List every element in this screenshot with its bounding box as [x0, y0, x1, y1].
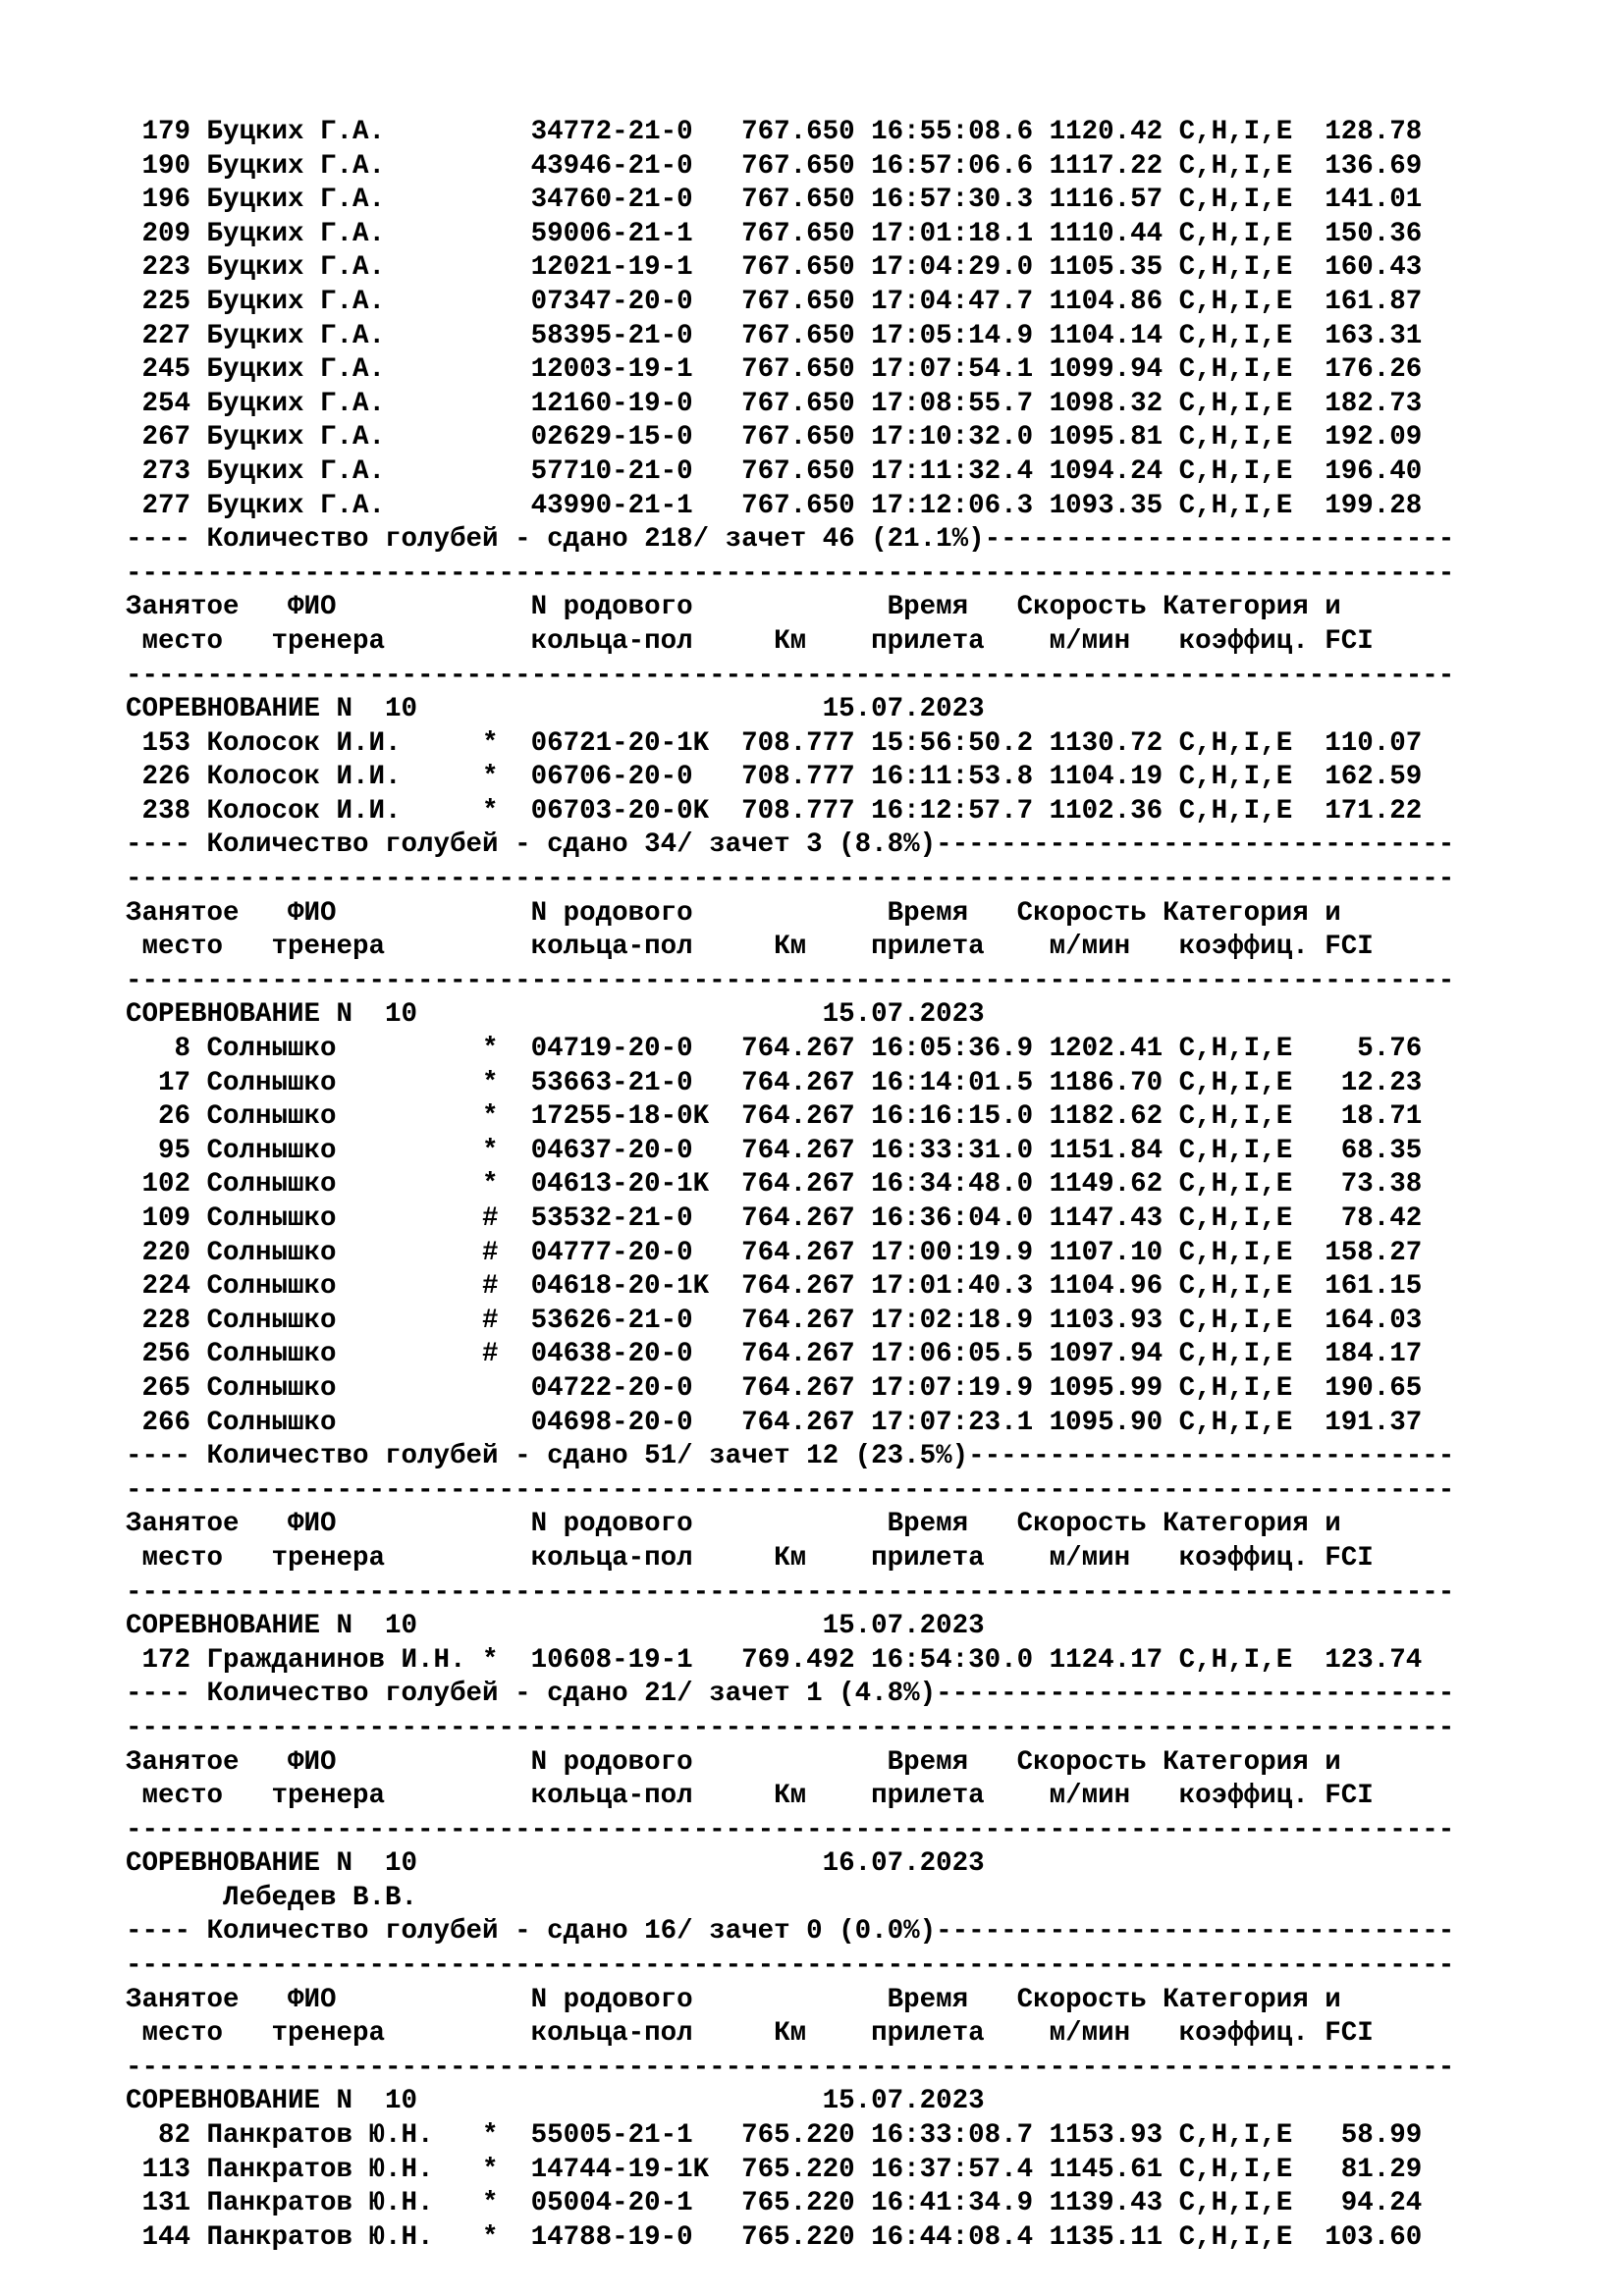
result-row: 172 Гражданинов И.Н. * 10608-19-1 769.492 16:54:30.0 1124.17 C,H,I,E 123.74 — [126, 1644, 1423, 1676]
competition-header: СОРЕВНОВАНИЕ N 10 16.07.2023 — [126, 1848, 985, 1880]
result-row: 254 Буцких Г.А. 12160-19-0 767.650 17:08:55.7 1098.32 C,H,I,E 182.73 — [126, 388, 1423, 419]
separator-line: ---------------------------------------------------------------------------------- — [126, 864, 1455, 895]
separator-line: ---------------------------------------------------------------------------------- — [126, 2052, 1455, 2083]
result-row: 223 Буцких Г.А. 12021-19-1 767.650 17:04:29.0 1105.35 C,H,I,E 160.43 — [126, 252, 1423, 284]
separator-line: ---------------------------------------------------------------------------------- — [126, 965, 1455, 996]
result-row: 245 Буцких Г.А. 12003-19-1 767.650 17:07:54.1 1099.94 C,H,I,E 176.26 — [126, 354, 1423, 386]
separator-line: ---------------------------------------------------------------------------------- — [126, 1474, 1455, 1506]
result-row: 228 Солнышко # 53626-21-0 764.267 17:02:18.9 1103.93 C,H,I,E 164.03 — [126, 1305, 1423, 1336]
section-summary: ---- Количество голубей - сдано 16/ зачет 0 (0.0%)-------------------------------- — [126, 1916, 1455, 1948]
separator-line: ---------------------------------------------------------------------------------- — [126, 1814, 1455, 1845]
column-header-line-2: место тренера кольца-пол Км прилета м/мин коэффиц. FCI — [126, 2018, 1374, 2050]
separator-line: ---------------------------------------------------------------------------------- — [126, 1950, 1455, 1982]
competition-header: СОРЕВНОВАНИЕ N 10 15.07.2023 — [126, 999, 985, 1031]
separator-line: ---------------------------------------------------------------------------------- — [126, 558, 1455, 589]
column-header-line-1: Занятое ФИО N родового Время Скорость Категория и — [126, 1984, 1341, 2015]
result-row: 224 Солнышко # 04618-20-1K 764.267 17:01:40.3 1104.96 C,H,I,E 161.15 — [126, 1271, 1423, 1303]
result-row: 277 Буцких Г.А. 43990-21-1 767.650 17:12:06.3 1093.35 C,H,I,E 199.28 — [126, 490, 1423, 521]
competition-header: СОРЕВНОВАНИЕ N 10 15.07.2023 — [126, 2086, 985, 2117]
result-row: 95 Солнышко * 04637-20-0 764.267 16:33:31.0 1151.84 C,H,I,E 68.35 — [126, 1135, 1423, 1166]
column-header-line-1: Занятое ФИО N родового Время Скорость Категория и — [126, 1746, 1341, 1778]
result-row: 109 Солнышко # 53532-21-0 764.267 16:36:04.0 1147.43 C,H,I,E 78.42 — [126, 1203, 1423, 1234]
column-header-line-1: Занятое ФИО N родового Время Скорость Категория и — [126, 897, 1341, 929]
result-row: 102 Солнышко * 04613-20-1K 764.267 16:34:48.0 1149.62 C,H,I,E 73.38 — [126, 1169, 1423, 1201]
separator-line: ---------------------------------------------------------------------------------- — [126, 1712, 1455, 1743]
result-row: 238 Колосок И.И. * 06703-20-0K 708.777 16:12:57.7 1102.36 C,H,I,E 171.22 — [126, 795, 1423, 827]
separator-line: ---------------------------------------------------------------------------------- — [126, 1576, 1455, 1608]
results-sheet — [126, 116, 1454, 2255]
result-row: 113 Панкратов Ю.Н. * 14744-19-1K 765.220 16:37:57.4 1145.61 C,H,I,E 81.29 — [126, 2154, 1423, 2185]
result-row: Лебедев В.В. — [126, 1882, 418, 1913]
column-header-line-2: место тренера кольца-пол Км прилета м/мин коэффиц. FCI — [126, 932, 1374, 963]
column-header-line-2: место тренера кольца-пол Км прилета м/мин коэффиц. FCI — [126, 1781, 1374, 1812]
column-header-line-1: Занятое ФИО N родового Время Скорость Категория и — [126, 592, 1341, 623]
result-row: 190 Буцких Г.А. 43946-21-0 767.650 16:57:06.6 1117.22 C,H,I,E 136.69 — [126, 150, 1423, 182]
result-row: 131 Панкратов Ю.Н. * 05004-20-1 765.220 16:41:34.9 1139.43 C,H,I,E 94.24 — [126, 2188, 1423, 2219]
column-header-line-2: место тренера кольца-пол Км прилета м/мин коэффиц. FCI — [126, 1542, 1374, 1574]
result-row: 265 Солнышко 04722-20-0 764.267 17:07:19.9 1095.99 C,H,I,E 190.65 — [126, 1372, 1423, 1404]
result-row: 179 Буцких Г.А. 34772-21-0 767.650 16:55:08.6 1120.42 C,H,I,E 128.78 — [126, 117, 1423, 147]
result-row: 267 Буцких Г.А. 02629-15-0 767.650 17:10:32.0 1095.81 C,H,I,E 192.09 — [126, 422, 1423, 454]
section-summary: ---- Количество голубей - сдано 51/ зачет 12 (23.5%)------------------------------ — [126, 1441, 1455, 1472]
competition-header: СОРЕВНОВАНИЕ N 10 15.07.2023 — [126, 1611, 985, 1642]
section-summary: ---- Количество голубей - сдано 21/ зачет 1 (4.8%)-------------------------------- — [126, 1679, 1455, 1710]
result-row: 26 Солнышко * 17255-18-0K 764.267 16:16:15.0 1182.62 C,H,I,E 18.71 — [126, 1101, 1423, 1133]
result-row: 225 Буцких Г.А. 07347-20-0 767.650 17:04:47.7 1104.86 C,H,I,E 161.87 — [126, 286, 1423, 317]
result-row: 266 Солнышко 04698-20-0 764.267 17:07:23.1 1095.90 C,H,I,E 191.37 — [126, 1407, 1423, 1438]
result-row: 226 Колосок И.И. * 06706-20-0 708.777 16:11:53.8 1104.19 C,H,I,E 162.59 — [126, 762, 1423, 793]
result-row: 256 Солнышко # 04638-20-0 764.267 17:06:05.5 1097.94 C,H,I,E 184.17 — [126, 1339, 1423, 1370]
competition-header: СОРЕВНОВАНИЕ N 10 15.07.2023 — [126, 694, 985, 725]
result-row: 273 Буцких Г.А. 57710-21-0 767.650 17:11:32.4 1094.24 C,H,I,E 196.40 — [126, 455, 1423, 487]
result-row: 8 Солнышко * 04719-20-0 764.267 16:05:36.9 1202.41 C,H,I,E 5.76 — [126, 1034, 1423, 1065]
result-row: 153 Колосок И.И. * 06721-20-1K 708.777 15:56:50.2 1130.72 C,H,I,E 110.07 — [126, 727, 1423, 759]
result-row: 196 Буцких Г.А. 34760-21-0 767.650 16:57:30.3 1116.57 C,H,I,E 141.01 — [126, 185, 1423, 216]
separator-line: ---------------------------------------------------------------------------------- — [126, 660, 1455, 691]
result-row: 209 Буцких Г.А. 59006-21-1 767.650 17:01:18.1 1110.44 C,H,I,E 150.36 — [126, 218, 1423, 249]
result-row: 17 Солнышко * 53663-21-0 764.267 16:14:01.5 1186.70 C,H,I,E 12.23 — [126, 1067, 1423, 1098]
result-row: 220 Солнышко # 04777-20-0 764.267 17:00:19.9 1107.10 C,H,I,E 158.27 — [126, 1237, 1423, 1268]
section-summary: ---- Количество голубей - сдано 34/ зачет 3 (8.8%)-------------------------------- — [126, 829, 1455, 861]
result-row: 82 Панкратов Ю.Н. * 55005-21-1 765.220 16:33:08.7 1153.93 C,H,I,E 58.99 — [126, 2120, 1423, 2152]
result-row: 227 Буцких Г.А. 58395-21-0 767.650 17:05:14.9 1104.14 C,H,I,E 163.31 — [126, 320, 1423, 351]
column-header-line-1: Занятое ФИО N родового Время Скорость Категория и — [126, 1509, 1341, 1540]
section-summary: ---- Количество голубей - сдано 218/ зачет 46 (21.1%)----------------------------- — [126, 524, 1455, 556]
column-header-line-2: место тренера кольца-пол Км прилета м/мин коэффиц. FCI — [126, 625, 1374, 657]
result-row: 144 Панкратов Ю.Н. * 14788-19-0 765.220 16:44:08.4 1135.11 C,H,I,E 103.60 — [126, 2221, 1423, 2253]
